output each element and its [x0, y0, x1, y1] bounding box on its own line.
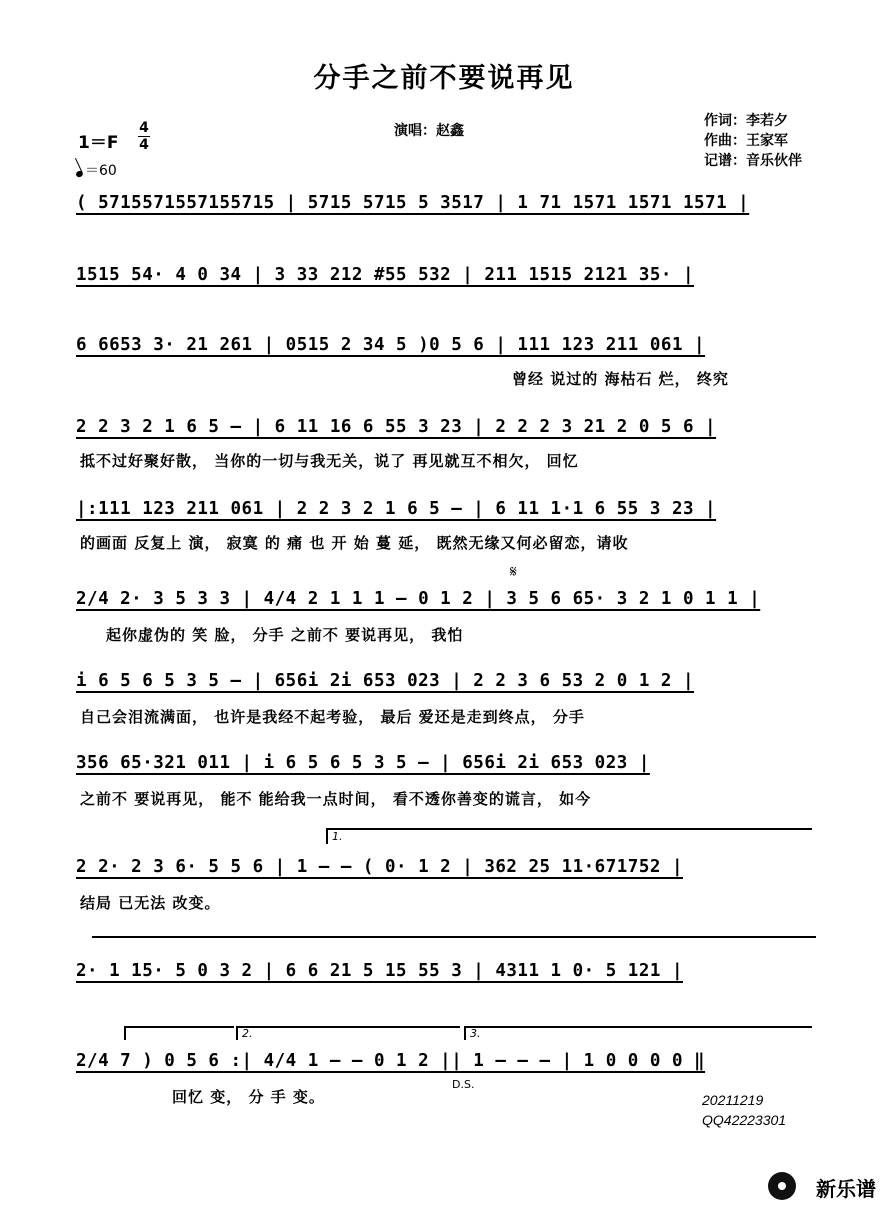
lyric-row-9: 结局 已无法 改变。	[80, 894, 221, 912]
tempo-marking	[76, 160, 117, 180]
site-logo: 新乐谱	[816, 1177, 876, 1201]
composer-credit: 作曲：王家军	[704, 133, 788, 149]
vinyl-disc-icon	[768, 1172, 796, 1200]
music-row-8: 356 65·321 011 | i 6 5 6 5 3 5 – | 656i 2i 653 023 |	[76, 753, 650, 773]
music-row-3: 6 6653 3· 21 261 | 0515 2 34 5 )0 5 6 | 111 123 211 061 |	[76, 335, 706, 355]
music-row-4: 2 2 3 2 1 6 5 – | 6 11 16 6 55 3 23 | 2 2 2 3 21 2 0 5 6 |	[76, 417, 717, 437]
music-row-5: |:111 123 211 061 | 2 2 3 2 1 6 5 – | 6 11 1·1 6 55 3 23 |	[76, 499, 717, 519]
song-title: 分手之前不要说再见	[313, 63, 575, 94]
time-signature-top: 4	[139, 120, 149, 136]
repeat-bracket	[124, 1026, 234, 1028]
lyric-row-11: 回忆 变， 分 手 变。	[172, 1088, 325, 1106]
music-row-11: 2/4 7 ) 0 5 6 :| 4/4 1 – – 0 1 2 || 1 – – – | 1 0 0 0 0 ‖	[76, 1051, 706, 1071]
time-signature-bottom: 4	[139, 137, 149, 153]
music-row-10: 2· 1 15· 5 0 3 2 | 6 6 21 5 15 55 3 | 4311 1 0· 5 121 |	[76, 961, 683, 981]
date-stamp: 20211219	[702, 1092, 764, 1108]
tempo-value: ＝60	[85, 163, 117, 179]
volta-3-label: 3.	[470, 1027, 481, 1040]
section-divider	[92, 936, 816, 938]
music-row-9: 2 2· 2 3 6· 5 5 6 | 1 – – ( 0· 1 2 | 362 25 11·671752 |	[76, 857, 683, 877]
lyric-row-7: 自己会泪流满面， 也许是我经不起考验， 最后 爱还是走到终点， 分手	[80, 708, 585, 726]
volta-1-bracket	[326, 828, 812, 830]
ds-marking: D.S.	[452, 1078, 475, 1091]
segno-sign: 𝄋	[510, 562, 517, 581]
volta-3-bracket	[464, 1026, 812, 1028]
singer-credit: 演唱：赵鑫	[394, 123, 464, 139]
lyric-row-6: 起你虚伪的 笑 脸， 分手 之前不 要说再见， 我怕	[106, 626, 464, 644]
volta-2-label: 2.	[242, 1027, 253, 1040]
qq-number: QQ42223301	[702, 1112, 787, 1128]
repeat-bracket-hook	[124, 1026, 126, 1040]
volta-2-hook	[236, 1026, 238, 1040]
quarter-note-icon	[75, 170, 84, 178]
time-signature	[138, 120, 150, 153]
music-row-7: i 6 5 6 5 3 5 – | 656i 2i 653 023 | 2 2 3 6 53 2 0 1 2 |	[76, 671, 695, 691]
volta-2-bracket	[236, 1026, 460, 1028]
volta-3-hook	[464, 1026, 466, 1040]
music-row-6: 2/4 2· 3 5 3 3 | 4/4 2 1 1 1 – 0 1 2 | 3 5 6 65· 3 2 1 0 1 1 |	[76, 589, 761, 609]
music-row-2: 1515 54· 4 0 34 | 3 33 212 #55 532 | 211 1515 2121 35· |	[76, 265, 695, 285]
transcriber-credit: 记谱：音乐伙伴	[704, 153, 802, 169]
music-row-1: ( 5715571557155715 | 5715 5715 5 3517 | 1 71 1571 1571 1571 |	[76, 193, 750, 213]
lyric-row-5: 的画面 反复上 演， 寂寞 的 痛 也 开 始 蔓 延， 既然无缘又何必留恋，请收	[80, 534, 629, 552]
volta-1-label: 1.	[332, 830, 343, 843]
lyricist-credit: 作词：李若夕	[704, 113, 788, 129]
lyric-row-4: 抵不过好聚好散， 当你的一切与我无关，说了 再见就互不相欠， 回忆	[80, 452, 579, 470]
lyric-row-8: 之前不 要说再见， 能不 能给我一点时间， 看不透你善变的谎言， 如今	[80, 790, 592, 808]
volta-1-hook	[326, 828, 328, 844]
lyric-row-3: 曾经 说过的 海枯石 烂， 终究	[512, 370, 729, 388]
key-signature: 1＝F	[78, 133, 119, 153]
